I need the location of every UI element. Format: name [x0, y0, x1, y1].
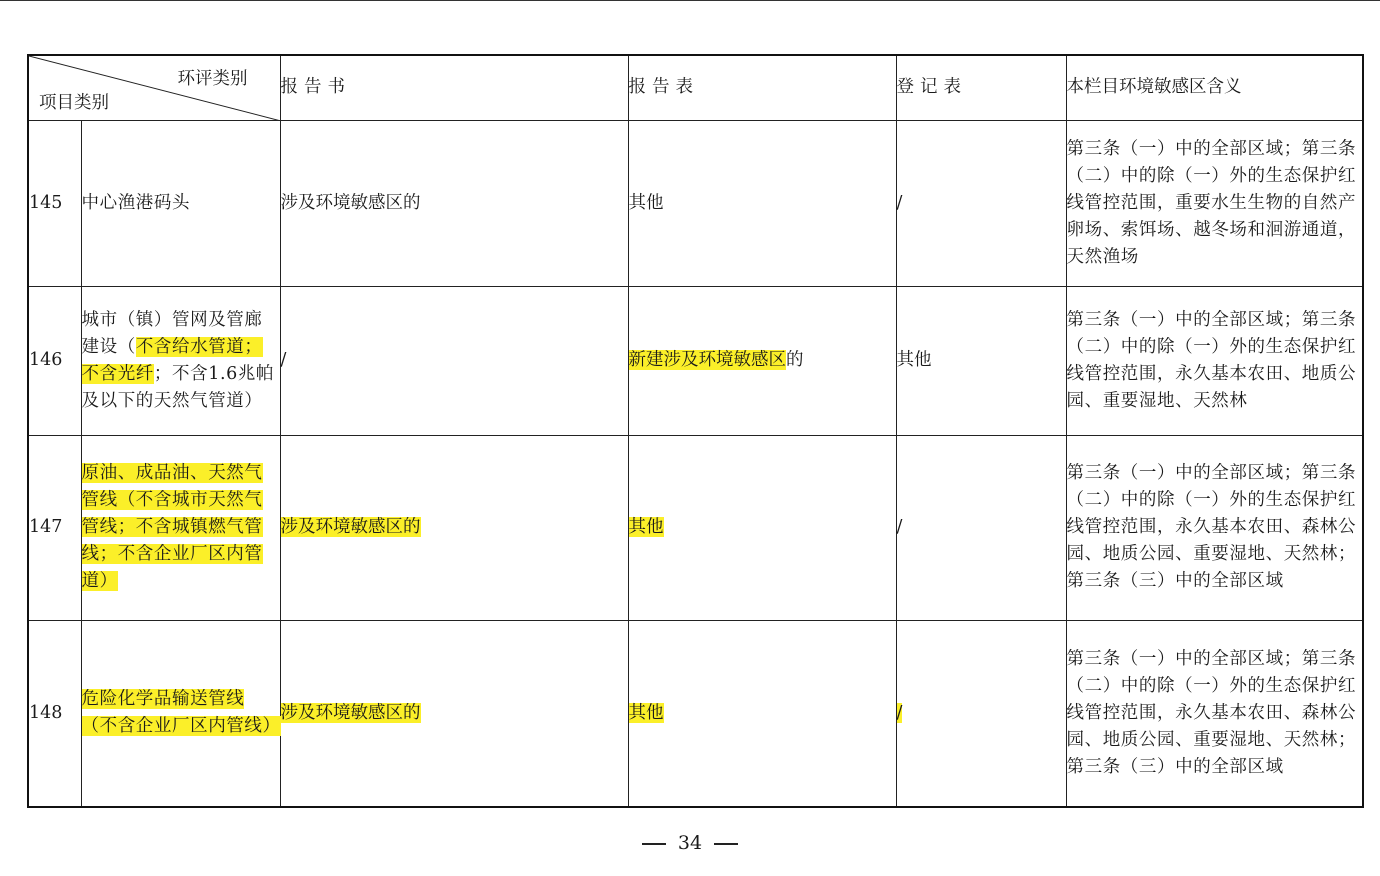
table-header-row: [28, 55, 1363, 120]
highlighted-text: 其他: [628, 702, 664, 723]
row-number: 148: [28, 620, 81, 807]
register-form-cell: /: [896, 120, 1066, 286]
project-category: 中心渔港码头: [81, 120, 280, 286]
header-register-form: 登记表: [896, 55, 1066, 120]
table-row: [28, 620, 1363, 807]
report-form-cell: 其他: [628, 120, 896, 286]
page-number: 34: [677, 832, 703, 854]
report-form-cell: [628, 435, 896, 620]
table-row: [28, 286, 1363, 435]
highlighted-text: 危险化学品输送管线（不含企业厂区内管线）: [81, 689, 281, 737]
footer-dash-left: [642, 843, 666, 845]
report-form-text: 的: [786, 350, 804, 370]
project-category: [81, 620, 280, 807]
highlighted-text: 原油、成品油、天然气管线（不含城市天然气管线；不含城镇燃气管线；不含企业厂区内管道）: [81, 463, 263, 591]
register-form-cell: 其他: [896, 286, 1066, 435]
highlighted-text: /: [896, 702, 903, 723]
project-category: [81, 435, 280, 620]
highlighted-text: 不含给水管道；不含光纤: [81, 336, 263, 384]
register-form-cell: /: [896, 435, 1066, 620]
register-form-cell: [896, 620, 1066, 807]
sensitive-area-meaning: 第三条（一）中的全部区域；第三条（二）中的除（一）外的生态保护红线管控范围，永久基本农田、地质公园、重要湿地、天然林: [1066, 286, 1363, 435]
report-form-cell: [628, 286, 896, 435]
sensitive-area-meaning: 第三条（一）中的全部区域；第三条（二）中的除（一）外的生态保护红线管控范围，永久基本农田、森林公园、地质公园、重要湿地、天然林；第三条（三）中的全部区域: [1066, 620, 1363, 807]
report-book-cell: [280, 435, 628, 620]
corner-label-bottom: 项目类别: [39, 93, 109, 114]
footer-dash-right: [714, 843, 738, 845]
header-meaning: 本栏目环境敏感区含义: [1066, 55, 1363, 120]
table-row: [28, 435, 1363, 620]
sensitive-area-meaning: 第三条（一）中的全部区域；第三条（二）中的除（一）外的生态保护红线管控范围，重要水生生物的自然产卵场、索饵场、越冬场和洄游通道，天然渔场: [1066, 120, 1363, 286]
report-book-cell: /: [280, 286, 628, 435]
corner-label-top: 环评类别: [177, 69, 248, 90]
page-footer: [0, 832, 1380, 854]
project-category: [81, 286, 280, 435]
highlighted-text: 涉及环境敏感区的: [280, 517, 421, 537]
table-row: [28, 120, 1363, 286]
report-form-cell: [628, 620, 896, 807]
highlighted-text: 新建涉及环境敏感区: [628, 350, 786, 370]
category-text: 城市（镇）管网及管廊建设（: [81, 309, 263, 357]
highlighted-text: 涉及环境敏感区的: [280, 702, 421, 723]
report-book-cell: 涉及环境敏感区的: [280, 120, 628, 286]
top-rule: [0, 0, 1380, 1]
row-number: 145: [28, 120, 81, 286]
highlighted-text: 其他: [628, 517, 664, 537]
report-book-cell: [280, 620, 628, 807]
row-number: 146: [28, 286, 81, 435]
diagonal-header-cell: [28, 55, 280, 120]
eia-category-table: [27, 54, 1364, 808]
category-text: ；不含1.6兆帕及以下的天然气管道）: [81, 363, 275, 411]
header-report-form: 报告表: [628, 55, 896, 120]
row-number: 147: [28, 435, 81, 620]
header-report-book: 报告书: [280, 55, 628, 120]
sensitive-area-meaning: 第三条（一）中的全部区域；第三条（二）中的除（一）外的生态保护红线管控范围，永久基本农田、森林公园、地质公园、重要湿地、天然林；第三条（三）中的全部区域: [1066, 435, 1363, 620]
